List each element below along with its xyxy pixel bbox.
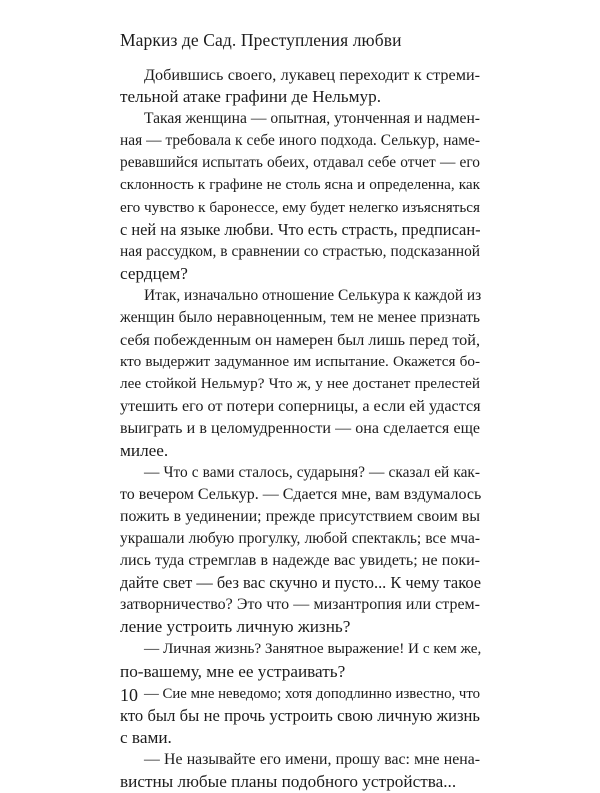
text-line: ная рассудком, в сравнении со страстью, подсказанной: [120, 242, 480, 260]
text-line: вистны любые планы подобного устройства...: [120, 772, 457, 791]
text-line: с ней на языке любви. Что есть страсть, предписан-: [120, 219, 481, 239]
text-line: лее стойкой Нельмур? Что ж, у нее достанет прелестей: [120, 375, 480, 393]
text-line: — Сие мне неведомо; хотя доподлинно известно, что: [144, 685, 480, 702]
text-line: украшали любую прогулку, любой спектакль; все мча-: [120, 529, 480, 547]
text-line: — Что с вами сталось, сударыня? — сказал ей как-: [144, 463, 480, 481]
text-line: кто выдержит задуманное им испытание. Окажется бо-: [120, 353, 480, 371]
text-line: кто был бы не прочь устроить свою личную жизнь: [120, 705, 480, 725]
body-text: [120, 64, 480, 793]
text-line: ная — требовала к себе иного подхода. Селькур, наме-: [120, 132, 480, 150]
text-line: себя побежденным он намерен был лишь перед той,: [120, 331, 480, 350]
text-line: Добившись своего, лукавец переходит к стреми-: [144, 66, 480, 84]
text-line: затворничество? Это что — мизантропия или стрем-: [120, 596, 480, 614]
text-line: то вечером Селькур. — Сдается мне, вам вздумалось: [120, 485, 482, 503]
text-line: ревавшийся испытать обеих, отдавал себе отчет — его: [120, 154, 480, 172]
text-line: женщин было неравноценным, тем не менее признать: [120, 309, 480, 327]
text-line: склонность к графине не столь ясна и определенна, как: [120, 176, 480, 194]
running-head: Маркиз де Сад. Преступления любви: [120, 30, 402, 50]
text-line: сердцем?: [120, 263, 188, 283]
text-line: — Не называйте его имени, прошу вас: мне нена-: [144, 750, 480, 768]
text-line: ление устроить личную жизнь?: [120, 617, 351, 637]
text-line: пожить в уединении; прежде присутствием своим вы: [120, 507, 480, 525]
text-line: тельной атаке графини де Нельмур.: [120, 87, 382, 107]
text-line: выиграть и в целомудренности — она сделается еще: [120, 419, 480, 437]
text-line: дайте свет — без вас скучно и пусто... К чему такое: [120, 573, 482, 593]
text-line: его чувство к баронессе, ему будет нелегко изъясняться: [120, 198, 480, 216]
text-line: Итак, изначально отношение Селькура к каждой из: [144, 286, 482, 304]
text-line: Такая женщина — опытная, утонченная и надмен-: [144, 110, 480, 128]
text-line: — Личная жизнь? Занятное выражение! И с кем же,: [144, 640, 482, 658]
text-line: милее.: [120, 440, 169, 460]
text-line: по-вашему, мне ее устраивать?: [120, 661, 346, 681]
page-number: 10: [120, 685, 138, 705]
text-line: утешить его от потери соперницы, а если ей удастся: [120, 397, 481, 416]
text-line: с вами.: [120, 727, 172, 747]
text-line: лись туда стремглав в надежде вас увидеть; не поки-: [120, 552, 480, 570]
